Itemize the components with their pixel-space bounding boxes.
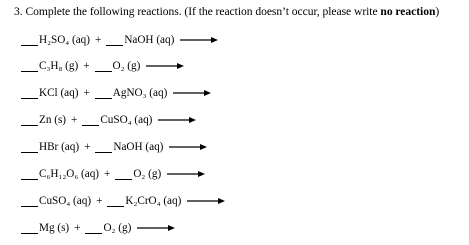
coefficient-blank[interactable]: [106, 34, 123, 46]
right-arrow-icon: [167, 170, 205, 178]
right-arrow-icon: [173, 89, 211, 97]
coefficient-blank[interactable]: [21, 222, 38, 234]
reactant-2: CuSO₄ (aq): [100, 114, 153, 126]
reaction-row: [21, 86, 211, 100]
right-arrow-icon: [158, 116, 196, 124]
reactant-1: C₃H₈ (g): [39, 60, 79, 72]
right-arrow-icon: [137, 224, 175, 232]
reaction-row: [21, 194, 225, 208]
reactant-2: O₂ (g): [133, 168, 162, 180]
right-arrow-icon: [169, 143, 207, 151]
plus-sign: +: [83, 87, 90, 99]
reactant-1: HBr (aq): [39, 141, 80, 153]
coefficient-blank[interactable]: [82, 114, 99, 126]
plus-sign: +: [95, 34, 102, 46]
reaction-row: [21, 221, 175, 235]
coefficient-blank[interactable]: [95, 141, 112, 153]
reactant-1: CuSO₄ (aq): [39, 195, 92, 207]
right-arrow-icon: [146, 62, 184, 70]
plus-sign: +: [71, 114, 78, 126]
reactant-2: K₂CrO₄ (aq): [125, 195, 182, 207]
reactant-2: O₂ (g): [103, 222, 132, 234]
reaction-row: [21, 113, 196, 127]
reactant-2: NaOH (aq): [124, 34, 175, 46]
coefficient-blank[interactable]: [95, 87, 112, 99]
reactant-2: AgNO₃ (aq): [112, 87, 168, 99]
coefficient-blank[interactable]: [21, 168, 38, 180]
coefficient-blank[interactable]: [95, 60, 112, 72]
coefficient-blank[interactable]: [21, 114, 38, 126]
reaction-row: [21, 33, 218, 47]
plus-sign: +: [83, 60, 90, 72]
plus-sign: +: [74, 222, 81, 234]
question-close: ): [435, 5, 440, 18]
coefficient-blank[interactable]: [21, 195, 38, 207]
reaction-row: [21, 140, 207, 154]
coefficient-blank[interactable]: [21, 34, 38, 46]
reactant-1: H₂SO₄ (aq): [39, 34, 90, 46]
reactant-2: O₂ (g): [112, 60, 141, 72]
coefficient-blank[interactable]: [21, 60, 38, 72]
reactant-1: Zn (s): [39, 114, 67, 126]
coefficient-blank[interactable]: [107, 195, 124, 207]
coefficient-blank[interactable]: [21, 141, 38, 153]
coefficient-blank[interactable]: [21, 87, 38, 99]
reactant-2: NaOH (aq): [113, 141, 164, 153]
coefficient-blank[interactable]: [85, 222, 102, 234]
plus-sign: +: [96, 195, 103, 207]
question-emphasis: no reaction: [380, 5, 436, 18]
coefficient-blank[interactable]: [115, 168, 132, 180]
question-text: 3. Complete the following reactions. (If the reaction doesn’t occur, please write: [14, 5, 381, 18]
plus-sign: +: [84, 141, 91, 153]
reaction-row: [21, 167, 205, 181]
right-arrow-icon: [187, 197, 225, 205]
reaction-row: [21, 59, 184, 73]
reactant-1: KCl (aq): [39, 87, 79, 99]
reactant-1: Mg (s): [39, 222, 70, 234]
reactant-1: C₆H₁₂O₆ (aq): [39, 168, 100, 180]
right-arrow-icon: [180, 36, 218, 44]
plus-sign: +: [104, 168, 111, 180]
